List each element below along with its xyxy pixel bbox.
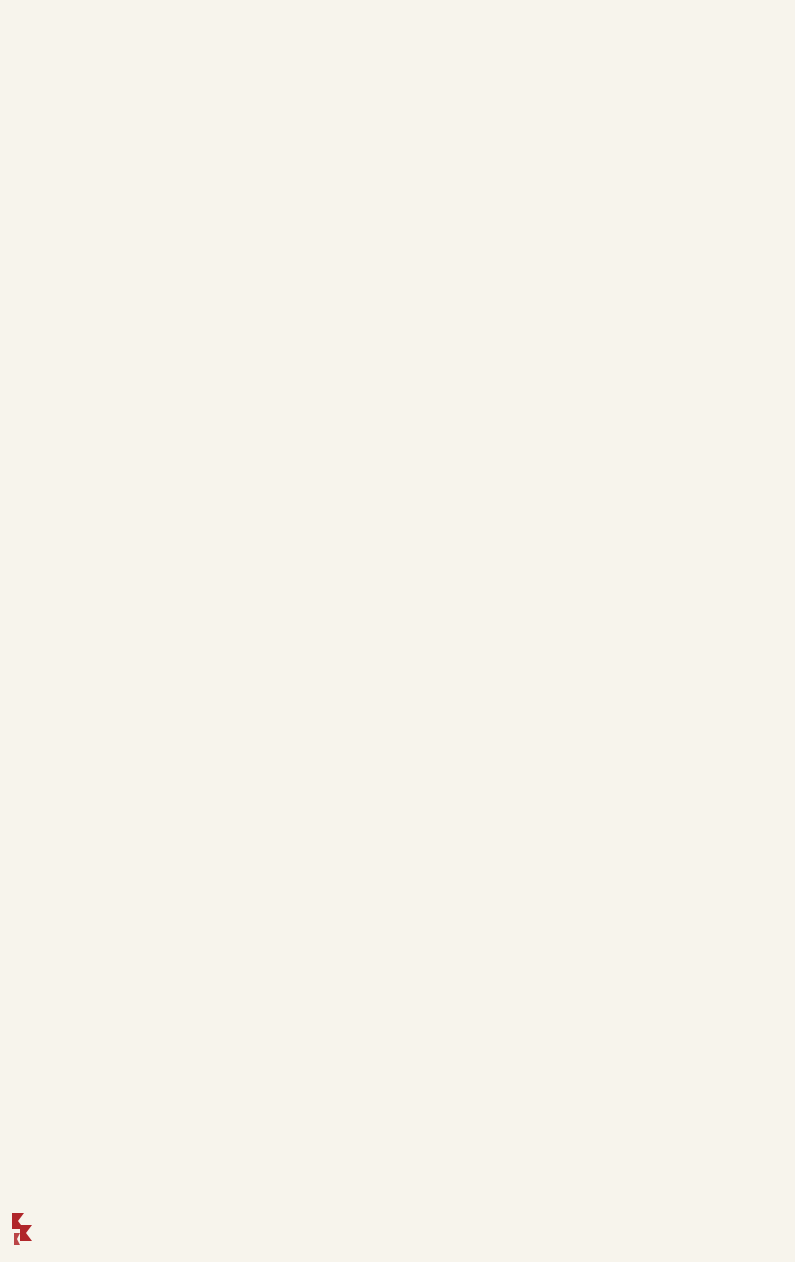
library-logo[interactable]	[8, 1208, 128, 1250]
library-logo-icon	[8, 1211, 36, 1247]
